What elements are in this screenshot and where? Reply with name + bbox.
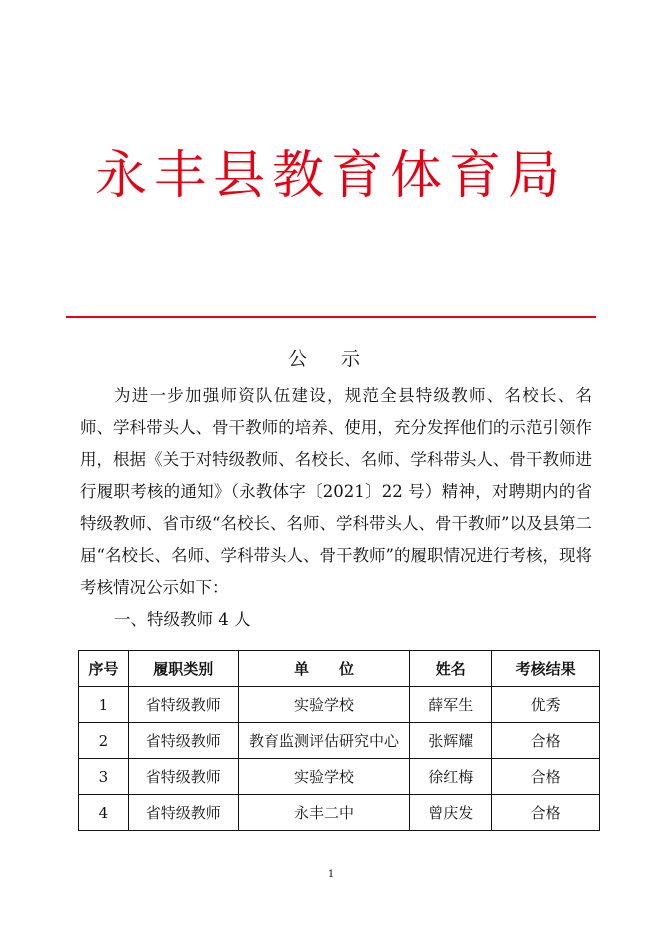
cell-result: 合格 xyxy=(492,759,600,795)
header-name: 姓名 xyxy=(410,651,492,687)
cell-index: 2 xyxy=(79,723,129,759)
page-number: 1 xyxy=(327,869,335,880)
table-row xyxy=(79,795,600,831)
cell-index: 3 xyxy=(79,759,129,795)
cell-index: 4 xyxy=(79,795,129,831)
cell-index: 1 xyxy=(79,687,129,723)
cell-name: 曾庆发 xyxy=(410,795,492,831)
cell-unit: 教育监测评估研究中心 xyxy=(238,723,410,759)
cell-unit: 实验学校 xyxy=(238,759,410,795)
table-header-row xyxy=(79,651,600,687)
cell-result: 合格 xyxy=(492,723,600,759)
cell-name: 张辉耀 xyxy=(410,723,492,759)
cell-category: 省特级教师 xyxy=(128,759,238,795)
header-result: 考核结果 xyxy=(492,651,600,687)
table-row xyxy=(79,723,600,759)
table-row xyxy=(79,759,600,795)
cell-unit: 永丰二中 xyxy=(238,795,410,831)
header-unit: 单 位 xyxy=(238,651,410,687)
header-index: 序号 xyxy=(79,651,129,687)
section-heading: 一、特级教师 4 人 xyxy=(114,610,251,629)
cell-unit: 实验学校 xyxy=(238,687,410,723)
issuer-title: 永丰县教育体育局 xyxy=(94,146,567,206)
table-row xyxy=(79,687,600,723)
cell-category: 省特级教师 xyxy=(128,795,238,831)
cell-name: 薛军生 xyxy=(410,687,492,723)
cell-category: 省特级教师 xyxy=(128,687,238,723)
assessment-table xyxy=(78,650,600,831)
red-divider xyxy=(66,316,596,318)
cell-result: 合格 xyxy=(492,795,600,831)
cell-result: 优秀 xyxy=(492,687,600,723)
cell-name: 徐红梅 xyxy=(410,759,492,795)
header-category: 履职类别 xyxy=(128,651,238,687)
notice-title: 公 示 xyxy=(287,348,375,370)
notice-paragraph: 为进一步加强师资队伍建设，规范全县特级教师、名校长、名师、学科带头人、骨干教师的培养、使用，充分发挥他们的示范引领作用，根据《关于对特级教师、名校长、名师、学科带头人、骨干教师进行履职考核的通知》（永教体字〔2021〕22 号）精神，对聘期内的省特级教师、省市级“名校长、名师、学科带头人、骨干教师”以及县第二届“名校长、名师、学科带头人、骨干教师”的履职情况进行考核，现将考核情况公示如下： xyxy=(80,386,592,597)
cell-category: 省特级教师 xyxy=(128,723,238,759)
